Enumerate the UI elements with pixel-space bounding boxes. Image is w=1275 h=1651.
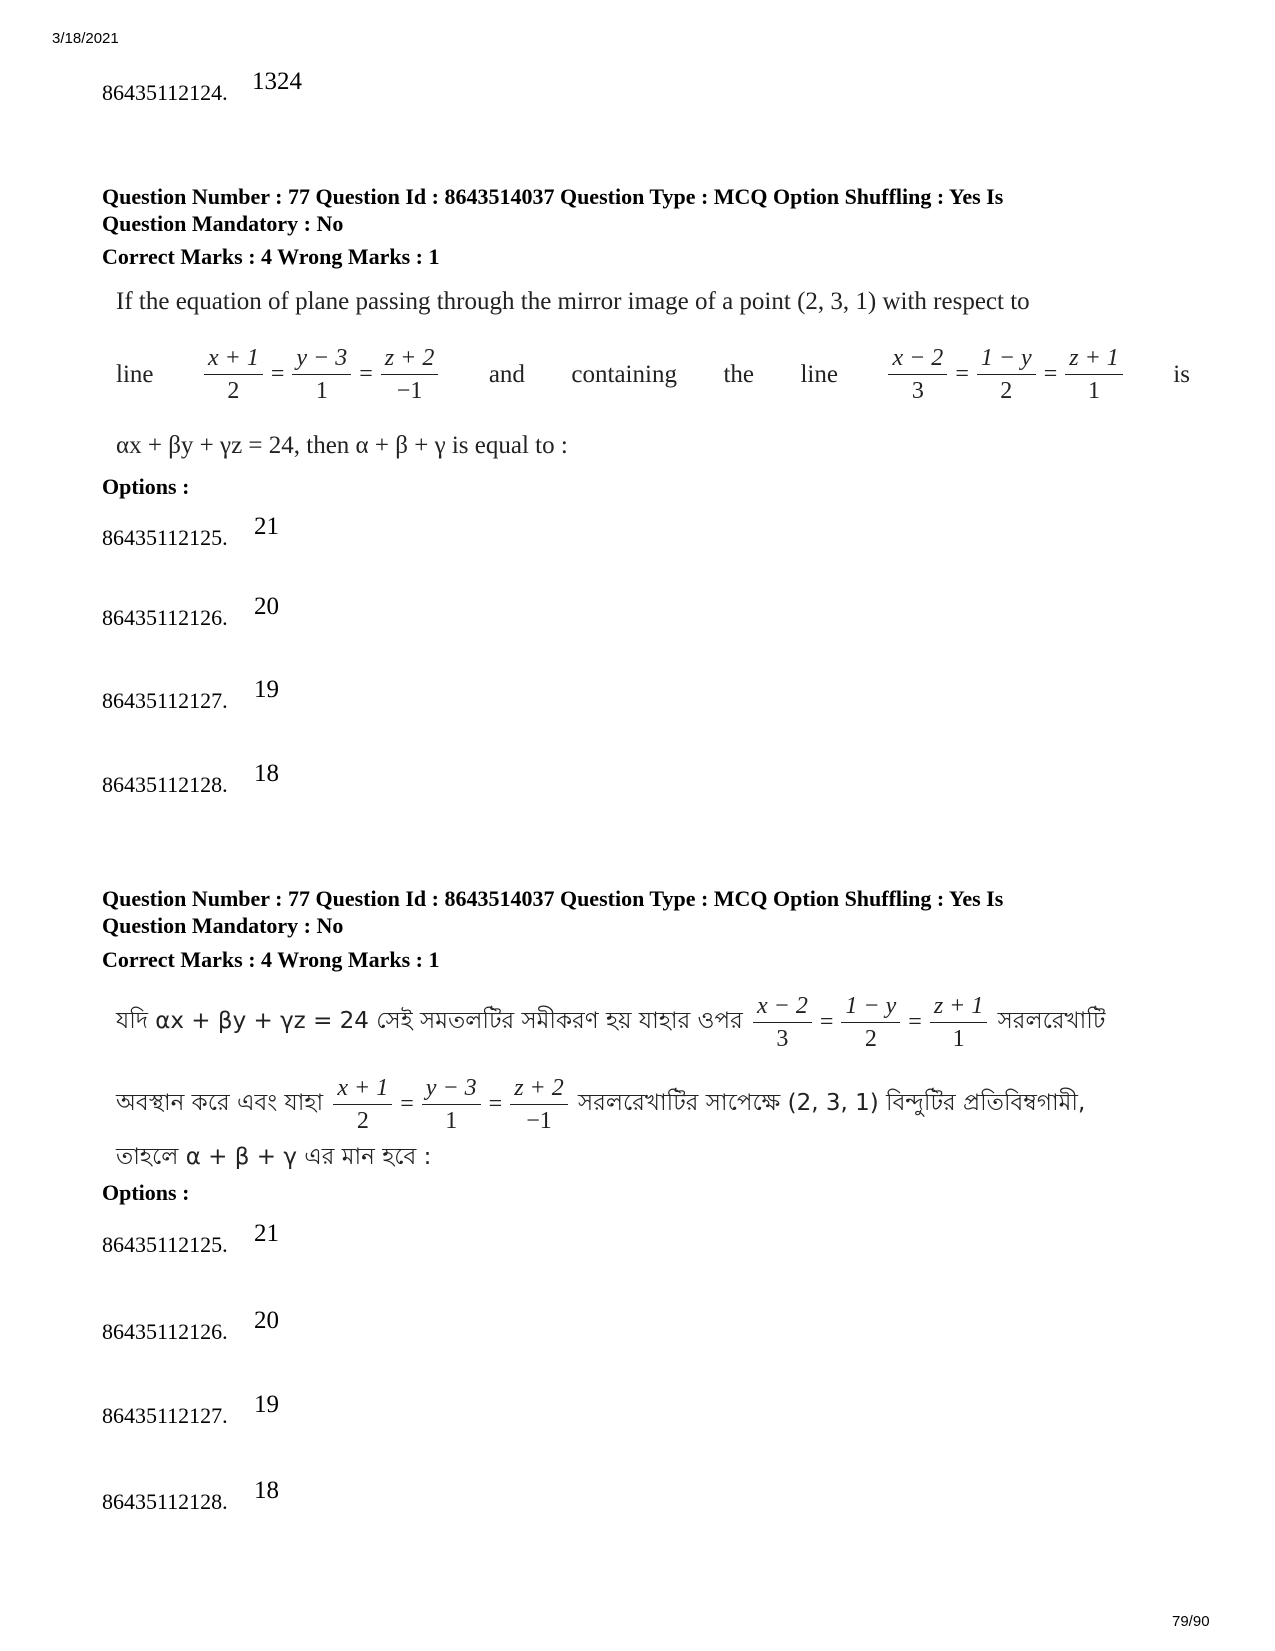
fraction: $\frac{1 - y}{2}$ <box>841 990 900 1055</box>
fraction: $\frac{z + 1}{1}$ <box>1065 342 1123 407</box>
option-value: 21 <box>254 1220 279 1247</box>
word: the <box>723 360 754 388</box>
question-text-line: αx + βy + γz = 24, then α + β + γ is equal to : <box>116 432 568 459</box>
question-text-segment: অবস্থান করে এবং যাহা <box>116 1090 324 1117</box>
option-value: 18 <box>254 1477 279 1504</box>
option-id: 86435112126. <box>102 1319 228 1344</box>
question-text-line: If the equation of plane passing through the mirror image of a point (2, 3, 1) with respect to <box>116 288 1030 315</box>
option-value: 19 <box>254 676 279 703</box>
question-header <box>102 183 1182 237</box>
question-text-segment: যদি αx + βy + γz = 24 সেই সমতলটির সমীকরণ হয় যাহার ওপর <box>116 1008 743 1035</box>
question-equation-line: অবস্থান করে এবং যাহা $\frac{x + 1}{2}$ = $\frac{y - 3}{1}$ = $\frac{z + 2}{-1}$ সরলরেখাটির সাপেক্ষে (2, 3, 1) বিন্দুটির প্রতিবিম্বগামী, <box>116 1072 1085 1137</box>
word: line <box>116 360 154 388</box>
fraction: $\frac{x - 2}{3}$ <box>753 990 812 1055</box>
question-equation-line <box>116 342 1190 407</box>
option-value: 20 <box>254 593 279 620</box>
equation-group: $\frac{x - 2}{3}$ = $\frac{1 - y}{2}$ = $\frac{z + 1}{1}$ <box>884 342 1126 407</box>
question-header-line: Question Mandatory : No <box>102 211 344 236</box>
option-value: 18 <box>254 760 279 787</box>
option-value: 19 <box>254 1391 279 1418</box>
option-id: 86435112128. <box>102 1489 228 1514</box>
option-id: 86435112125. <box>102 1232 228 1257</box>
question-header-line: Question Mandatory : No <box>102 913 344 938</box>
fraction: $\frac{z + 1}{1}$ <box>930 990 988 1055</box>
question-header <box>102 885 1182 939</box>
option-id: 86435112124. <box>102 80 228 105</box>
option-value: 21 <box>254 513 279 540</box>
fraction: $\frac{x - 2}{3}$ <box>888 342 947 407</box>
option-id: 86435112126. <box>102 605 228 630</box>
option-value: 20 <box>254 1307 279 1334</box>
word: line <box>800 360 838 388</box>
marks-line: Correct Marks : 4 Wrong Marks : 1 <box>102 947 440 972</box>
fraction: $\frac{x + 1}{2}$ <box>204 342 263 407</box>
fraction: $\frac{z + 2}{-1}$ <box>510 1072 568 1137</box>
marks-line: Correct Marks : 4 Wrong Marks : 1 <box>102 244 440 269</box>
option-id: 86435112127. <box>102 1403 228 1428</box>
fraction: $\frac{y - 3}{1}$ <box>422 1072 481 1137</box>
fraction: $\frac{y - 3}{1}$ <box>292 342 351 407</box>
question-text-segment: সরলরেখাটি <box>997 1008 1106 1035</box>
option-id: 86435112127. <box>102 688 228 713</box>
option-id: 86435112125. <box>102 525 228 550</box>
question-header-line: Question Number : 77 Question Id : 8643514037 Question Type : MCQ Option Shuffling : Yes Is <box>102 886 1004 911</box>
word: is <box>1173 360 1190 388</box>
fraction: $\frac{x + 1}{2}$ <box>333 1072 392 1137</box>
question-text-segment: সরলরেখাটির সাপেক্ষে (2, 3, 1) বিন্দুটির প্রতিবিম্বগামী, <box>578 1090 1086 1117</box>
question-text-line: তাহলে α + β + γ এর মান হবে : <box>116 1144 432 1170</box>
question-equation-line: যদি αx + βy + γz = 24 সেই সমতলটির সমীকরণ হয় যাহার ওপর $\frac{x - 2}{3}$ = $\frac{1 - y}{2}$ = $\frac{z + 1}{1}$ সরলরেখাটি <box>116 990 1105 1055</box>
word: and <box>488 360 525 388</box>
options-label: Options : <box>102 1180 190 1205</box>
fraction: $\frac{z + 2}{-1}$ <box>381 342 439 407</box>
question-header-line: Question Number : 77 Question Id : 8643514037 Question Type : MCQ Option Shuffling : Yes Is <box>102 184 1004 209</box>
print-date: 3/18/2021 <box>52 30 119 47</box>
option-id: 86435112128. <box>102 772 228 797</box>
page-number: 79/90 <box>1172 1613 1210 1630</box>
equation-group: $\frac{x + 1}{2}$ = $\frac{y - 3}{1}$ = $\frac{z + 2}{-1}$ <box>200 342 442 407</box>
word: containing <box>571 360 677 388</box>
option-value: 1324 <box>252 68 302 95</box>
fraction: $\frac{1 - y}{2}$ <box>977 342 1036 407</box>
options-label: Options : <box>102 474 190 499</box>
